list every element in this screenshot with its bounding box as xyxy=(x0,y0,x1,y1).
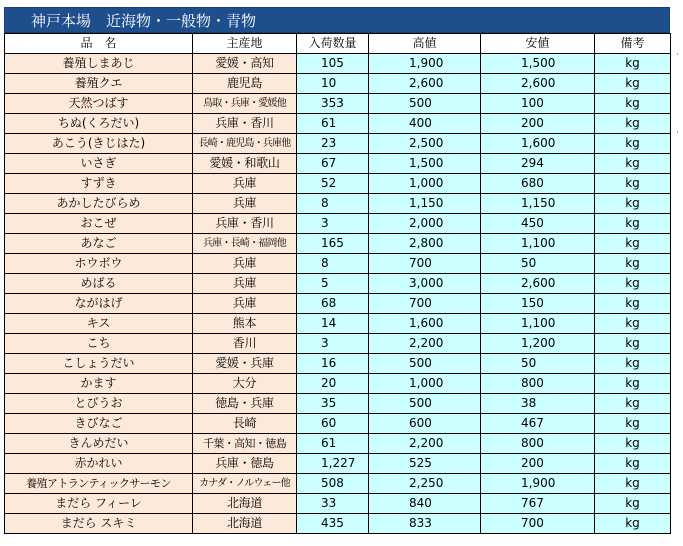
cell-high-price: 1,500 xyxy=(369,154,481,174)
cell-low-price: 1,200 xyxy=(481,334,595,354)
cell-unit: kg xyxy=(595,334,671,354)
cell-name: おこぜ xyxy=(5,214,193,234)
cell-high-price: 525 xyxy=(369,454,481,474)
table-row xyxy=(5,454,671,474)
cell-name: きんめだい xyxy=(5,434,193,454)
cell-quantity: 68 xyxy=(297,294,369,314)
cell-origin: 愛媛・和歌山 xyxy=(193,154,297,174)
cell-name: こち xyxy=(5,334,193,354)
cell-quantity: 23 xyxy=(297,134,369,154)
cell-unit: kg xyxy=(595,254,671,274)
cell-origin: 北海道 xyxy=(193,494,297,514)
cell-unit: kg xyxy=(595,234,671,254)
cell-low-price: 50 xyxy=(481,254,595,274)
table-row xyxy=(5,94,671,114)
cell-name: まだら スキミ xyxy=(5,514,193,534)
cell-unit: kg xyxy=(595,354,671,374)
header-quantity: 入荷数量 xyxy=(297,34,369,54)
cell-quantity: 61 xyxy=(297,434,369,454)
cell-quantity: 165 xyxy=(297,234,369,254)
cell-name: あこう(きじはた) xyxy=(5,134,193,154)
header-low-price: 安値 xyxy=(481,34,595,54)
header-row xyxy=(5,34,671,54)
cell-high-price: 500 xyxy=(369,94,481,114)
table-body xyxy=(5,54,671,534)
cell-quantity: 3 xyxy=(297,334,369,354)
cell-quantity: 435 xyxy=(297,514,369,534)
table-row xyxy=(5,334,671,354)
cell-high-price: 833 xyxy=(369,514,481,534)
cell-low-price: 100 xyxy=(481,94,595,114)
cell-origin: 北海道 xyxy=(193,514,297,534)
cell-unit: kg xyxy=(595,94,671,114)
cell-quantity: 508 xyxy=(297,474,369,494)
table-row xyxy=(5,174,671,194)
table-row xyxy=(5,274,671,294)
cell-unit: kg xyxy=(595,274,671,294)
cell-low-price: 200 xyxy=(481,454,595,474)
cell-quantity: 20 xyxy=(297,374,369,394)
table-row xyxy=(5,354,671,374)
cell-low-price: 2,600 xyxy=(481,274,595,294)
cell-name: ホウボウ xyxy=(5,254,193,274)
cell-low-price: 2,600 xyxy=(481,74,595,94)
cell-quantity: 33 xyxy=(297,494,369,514)
cell-quantity: 60 xyxy=(297,414,369,434)
cell-high-price: 840 xyxy=(369,494,481,514)
cell-quantity: 105 xyxy=(297,54,369,74)
cell-name: いさぎ xyxy=(5,154,193,174)
cell-unit: kg xyxy=(595,314,671,334)
cell-high-price: 1,000 xyxy=(369,374,481,394)
cell-quantity: 52 xyxy=(297,174,369,194)
table-row xyxy=(5,294,671,314)
cell-low-price: 294 xyxy=(481,154,595,174)
header-remarks: 備考 xyxy=(595,34,671,54)
cell-unit: kg xyxy=(595,434,671,454)
cell-low-price: 800 xyxy=(481,374,595,394)
cell-quantity: 67 xyxy=(297,154,369,174)
table-row xyxy=(5,134,671,154)
cell-high-price: 2,200 xyxy=(369,334,481,354)
cell-name: ちぬ(くろだい) xyxy=(5,114,193,134)
cell-origin: 兵庫・徳島 xyxy=(193,454,297,474)
cell-quantity: 5 xyxy=(297,274,369,294)
cell-unit: kg xyxy=(595,494,671,514)
cell-low-price: 50 xyxy=(481,354,595,374)
cell-origin: 兵庫 xyxy=(193,274,297,294)
cell-low-price: 800 xyxy=(481,434,595,454)
table-row xyxy=(5,414,671,434)
cell-high-price: 2,800 xyxy=(369,234,481,254)
cell-origin: 熊本 xyxy=(193,314,297,334)
cell-low-price: 1,900 xyxy=(481,474,595,494)
cell-unit: kg xyxy=(595,514,671,534)
table-row xyxy=(5,434,671,454)
table-row xyxy=(5,374,671,394)
sheet-title: 神戸本場 近海物・一般物・青物 xyxy=(4,7,670,33)
cell-high-price: 1,900 xyxy=(369,54,481,74)
cell-origin: 長崎・鹿児島・兵庫他 xyxy=(193,134,297,154)
cell-low-price: 150 xyxy=(481,294,595,314)
table-row xyxy=(5,514,671,534)
cell-name: 養殖クエ xyxy=(5,74,193,94)
cell-quantity: 14 xyxy=(297,314,369,334)
cell-quantity: 16 xyxy=(297,354,369,374)
table-row xyxy=(5,314,671,334)
edge-mark: · xyxy=(676,128,679,138)
cell-origin: カナダ・ノルウェー他 xyxy=(193,474,297,494)
cell-low-price: 1,100 xyxy=(481,314,595,334)
cell-high-price: 600 xyxy=(369,414,481,434)
cell-low-price: 1,150 xyxy=(481,194,595,214)
cell-high-price: 700 xyxy=(369,254,481,274)
cell-low-price: 38 xyxy=(481,394,595,414)
cell-name: めばる xyxy=(5,274,193,294)
cell-name: すずき xyxy=(5,174,193,194)
cell-low-price: 680 xyxy=(481,174,595,194)
table-row xyxy=(5,234,671,254)
cell-unit: kg xyxy=(595,194,671,214)
table-row xyxy=(5,394,671,414)
cell-origin: 香川 xyxy=(193,334,297,354)
cell-origin: 兵庫・香川 xyxy=(193,214,297,234)
cell-low-price: 1,600 xyxy=(481,134,595,154)
market-price-sheet xyxy=(4,7,670,534)
cell-quantity: 3 xyxy=(297,214,369,234)
cell-origin: 千葉・高知・徳島 xyxy=(193,434,297,454)
table-row xyxy=(5,74,671,94)
cell-high-price: 500 xyxy=(369,354,481,374)
table-row xyxy=(5,214,671,234)
cell-unit: kg xyxy=(595,154,671,174)
table-row xyxy=(5,254,671,274)
cell-name: まだら フィーレ xyxy=(5,494,193,514)
cell-name: 養殖しまあじ xyxy=(5,54,193,74)
cell-high-price: 2,600 xyxy=(369,74,481,94)
cell-name: かます xyxy=(5,374,193,394)
cell-origin: 兵庫 xyxy=(193,174,297,194)
cell-high-price: 2,200 xyxy=(369,434,481,454)
cell-origin: 愛媛・兵庫 xyxy=(193,354,297,374)
cell-high-price: 1,000 xyxy=(369,174,481,194)
cell-quantity: 61 xyxy=(297,114,369,134)
cell-unit: kg xyxy=(595,394,671,414)
cell-origin: 兵庫 xyxy=(193,254,297,274)
cell-low-price: 700 xyxy=(481,514,595,534)
cell-origin: 鳥取・兵庫・愛媛他 xyxy=(193,94,297,114)
cell-name: こしょうだい xyxy=(5,354,193,374)
cell-high-price: 1,150 xyxy=(369,194,481,214)
cell-origin: 鹿児島 xyxy=(193,74,297,94)
cell-quantity: 10 xyxy=(297,74,369,94)
table-row xyxy=(5,474,671,494)
header-high-price: 高値 xyxy=(369,34,481,54)
cell-origin: 大分 xyxy=(193,374,297,394)
cell-unit: kg xyxy=(595,414,671,434)
cell-quantity: 8 xyxy=(297,194,369,214)
cell-low-price: 467 xyxy=(481,414,595,434)
cell-unit: kg xyxy=(595,114,671,134)
cell-high-price: 1,600 xyxy=(369,314,481,334)
cell-name: 養殖アトランティックサーモン xyxy=(5,474,193,494)
cell-origin: 兵庫・長崎・福岡他 xyxy=(193,234,297,254)
cell-name: ながはげ xyxy=(5,294,193,314)
cell-quantity: 353 xyxy=(297,94,369,114)
table-row xyxy=(5,154,671,174)
header-name: 品 名 xyxy=(5,34,193,54)
cell-unit: kg xyxy=(595,54,671,74)
cell-name: あかしたびらめ xyxy=(5,194,193,214)
cell-low-price: 767 xyxy=(481,494,595,514)
cell-origin: 徳島・兵庫 xyxy=(193,394,297,414)
cell-unit: kg xyxy=(595,294,671,314)
cell-origin: 兵庫 xyxy=(193,194,297,214)
cell-name: 天然つばす xyxy=(5,94,193,114)
cell-unit: kg xyxy=(595,134,671,154)
cell-name: 赤かれい xyxy=(5,454,193,474)
cell-origin: 兵庫 xyxy=(193,294,297,314)
cell-low-price: 1,500 xyxy=(481,54,595,74)
table-row xyxy=(5,194,671,214)
edge-mark: · xyxy=(676,50,679,60)
cell-high-price: 700 xyxy=(369,294,481,314)
header-origin: 主産地 xyxy=(193,34,297,54)
cell-origin: 兵庫・香川 xyxy=(193,114,297,134)
cell-unit: kg xyxy=(595,74,671,94)
cell-name: きびなご xyxy=(5,414,193,434)
cell-low-price: 450 xyxy=(481,214,595,234)
cell-high-price: 2,500 xyxy=(369,134,481,154)
cell-high-price: 3,000 xyxy=(369,274,481,294)
table-row xyxy=(5,494,671,514)
cell-unit: kg xyxy=(595,474,671,494)
cell-name: キス xyxy=(5,314,193,334)
cell-unit: kg xyxy=(595,374,671,394)
cell-unit: kg xyxy=(595,214,671,234)
price-table xyxy=(4,33,671,534)
cell-quantity: 1,227 xyxy=(297,454,369,474)
cell-high-price: 2,250 xyxy=(369,474,481,494)
cell-origin: 愛媛・高知 xyxy=(193,54,297,74)
cell-name: とびうお xyxy=(5,394,193,414)
cell-low-price: 200 xyxy=(481,114,595,134)
cell-low-price: 1,100 xyxy=(481,234,595,254)
cell-high-price: 500 xyxy=(369,394,481,414)
cell-unit: kg xyxy=(595,174,671,194)
table-row xyxy=(5,114,671,134)
cell-quantity: 35 xyxy=(297,394,369,414)
table-row xyxy=(5,54,671,74)
cell-quantity: 8 xyxy=(297,254,369,274)
cell-name: あなご xyxy=(5,234,193,254)
cell-unit: kg xyxy=(595,454,671,474)
cell-high-price: 2,000 xyxy=(369,214,481,234)
cell-origin: 長崎 xyxy=(193,414,297,434)
cell-high-price: 400 xyxy=(369,114,481,134)
